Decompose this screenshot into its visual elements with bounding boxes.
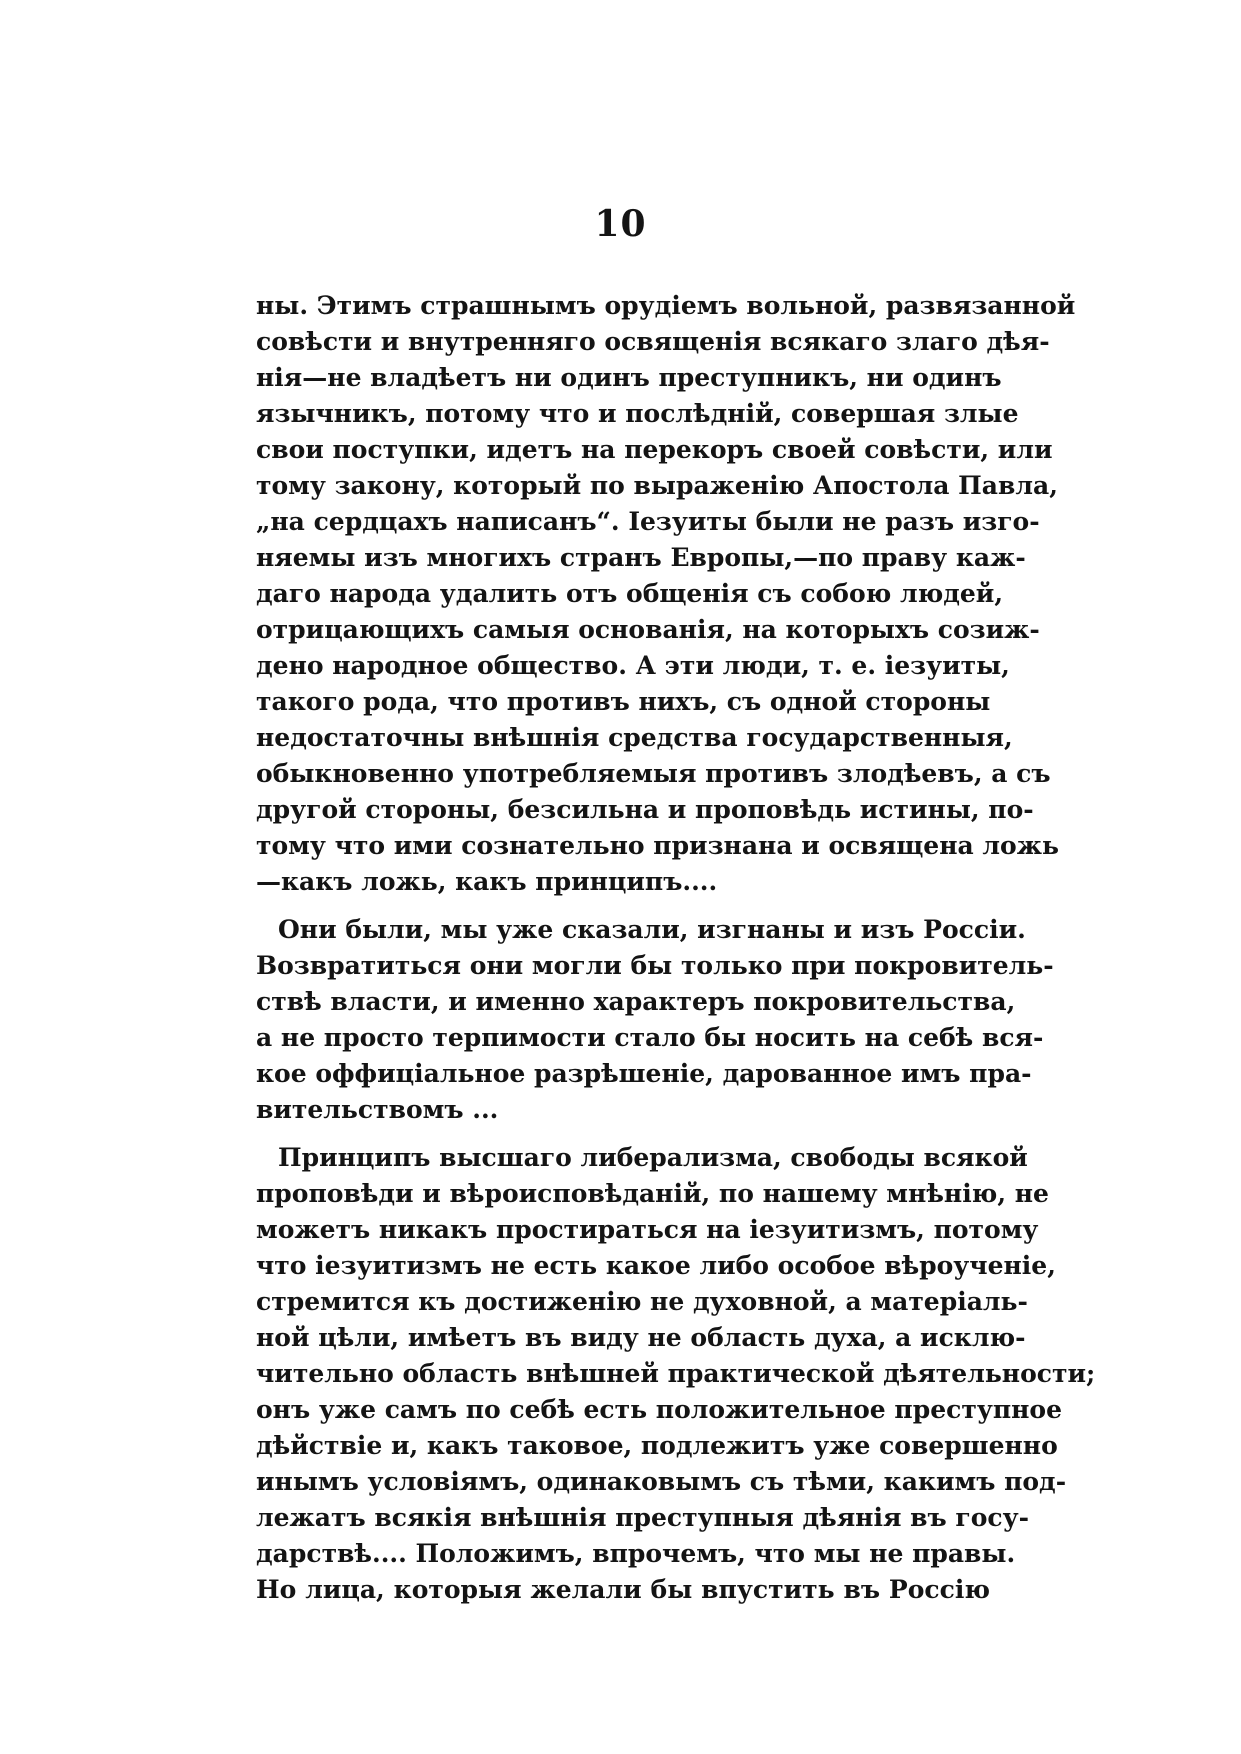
text-line: проповѣди и вѣроисповѣданій, по нашему мнѣнію, не xyxy=(256,1179,1049,1208)
text-line: обыкновенно употребляемыя противъ злодѣевъ, а съ xyxy=(256,759,1051,788)
paragraph-3 xyxy=(256,1140,1096,1608)
text-line: ствѣ власти, и именно характеръ покровительства, xyxy=(256,987,1016,1016)
text-line: свои поступки, идетъ на перекоръ своей совѣсти, или xyxy=(256,435,1053,464)
paragraph-gap xyxy=(256,900,990,912)
text-line: дено народное общество. А эти люди, т. е. іезуиты, xyxy=(256,651,1010,680)
text-line: няемы изъ многихъ странъ Европы,—по праву каж- xyxy=(256,543,1026,572)
text-line: отрицающихъ самыя основанія, на которыхъ созиж- xyxy=(256,615,1040,644)
text-line: Но лица, которыя желали бы впустить въ Россію xyxy=(256,1575,990,1604)
text-line: стремится къ достиженію не духовной, а матеріаль- xyxy=(256,1287,1028,1316)
text-line: недостаточны внѣшнія средства государственныя, xyxy=(256,723,1013,752)
text-line: дарствѣ.... Положимъ, впрочемъ, что мы не правы. xyxy=(256,1539,1016,1568)
text-line: нія—не владѣетъ ни одинъ преступникъ, ни одинъ xyxy=(256,363,1002,392)
page-number: 10 xyxy=(594,203,647,245)
text-line: даго народа удалить отъ общенія съ собою людей, xyxy=(256,579,1004,608)
text-line: что іезуитизмъ не есть какое либо особое вѣроученіе, xyxy=(256,1251,1056,1280)
text-line: тому что ими сознательно признана и освящена ложь xyxy=(256,831,1059,860)
text-line: такого рода, что противъ нихъ, съ одной стороны xyxy=(256,687,991,716)
text-line: Возвратиться они могли бы только при покровитель- xyxy=(256,951,1054,980)
text-line: кое оффиціальное разрѣшеніе, дарованное имъ пра- xyxy=(256,1059,1032,1088)
text-line: инымъ условіямъ, одинаковымъ съ тѣми, какимъ под- xyxy=(256,1467,1067,1496)
text-line: тому закону, который по выраженію Апостола Павла, xyxy=(256,471,1058,500)
text-line: —какъ ложь, какъ принципъ.... xyxy=(256,867,718,896)
paragraph-2 xyxy=(256,912,1054,1128)
body-text xyxy=(256,288,1096,1608)
paragraph-1 xyxy=(256,288,1076,900)
paragraph-gap xyxy=(256,1128,990,1140)
text-line: можетъ никакъ простираться на іезуитизмъ, потому xyxy=(256,1215,1039,1244)
text-line: совѣсти и внутренняго освященія всякаго злаго дѣя- xyxy=(256,327,1050,356)
text-line: ны. Этимъ страшнымъ орудіемъ вольной, развязанной xyxy=(256,291,1076,320)
text-line: лежатъ всякія внѣшнія преступныя дѣянія въ госу- xyxy=(256,1503,1029,1532)
text-line: ной цѣли, имѣетъ въ виду не область духа, а исклю- xyxy=(256,1323,1026,1352)
text-line: Они были, мы уже сказали, изгнаны и изъ Россіи. xyxy=(278,915,1026,944)
text-line: дѣйствіе и, какъ таковое, подлежитъ уже совершенно xyxy=(256,1431,1058,1460)
text-line: „на сердцахъ написанъ“. Іезуиты были не разъ изго- xyxy=(256,507,1040,536)
text-line: Принципъ высшаго либерализма, свободы всякой xyxy=(278,1143,1028,1172)
text-line: онъ уже самъ по себѣ есть положительное преступное xyxy=(256,1395,1062,1424)
text-line: а не просто терпимости стало бы носить на себѣ вся- xyxy=(256,1023,1044,1052)
text-line: другой стороны, безсильна и проповѣдь истины, по- xyxy=(256,795,1034,824)
text-line: чительно область внѣшней практической дѣятельности; xyxy=(256,1359,1096,1388)
text-line: вительствомъ ... xyxy=(256,1095,499,1124)
text-line: язычникъ, потому что и послѣдній, совершая злые xyxy=(256,399,1019,428)
